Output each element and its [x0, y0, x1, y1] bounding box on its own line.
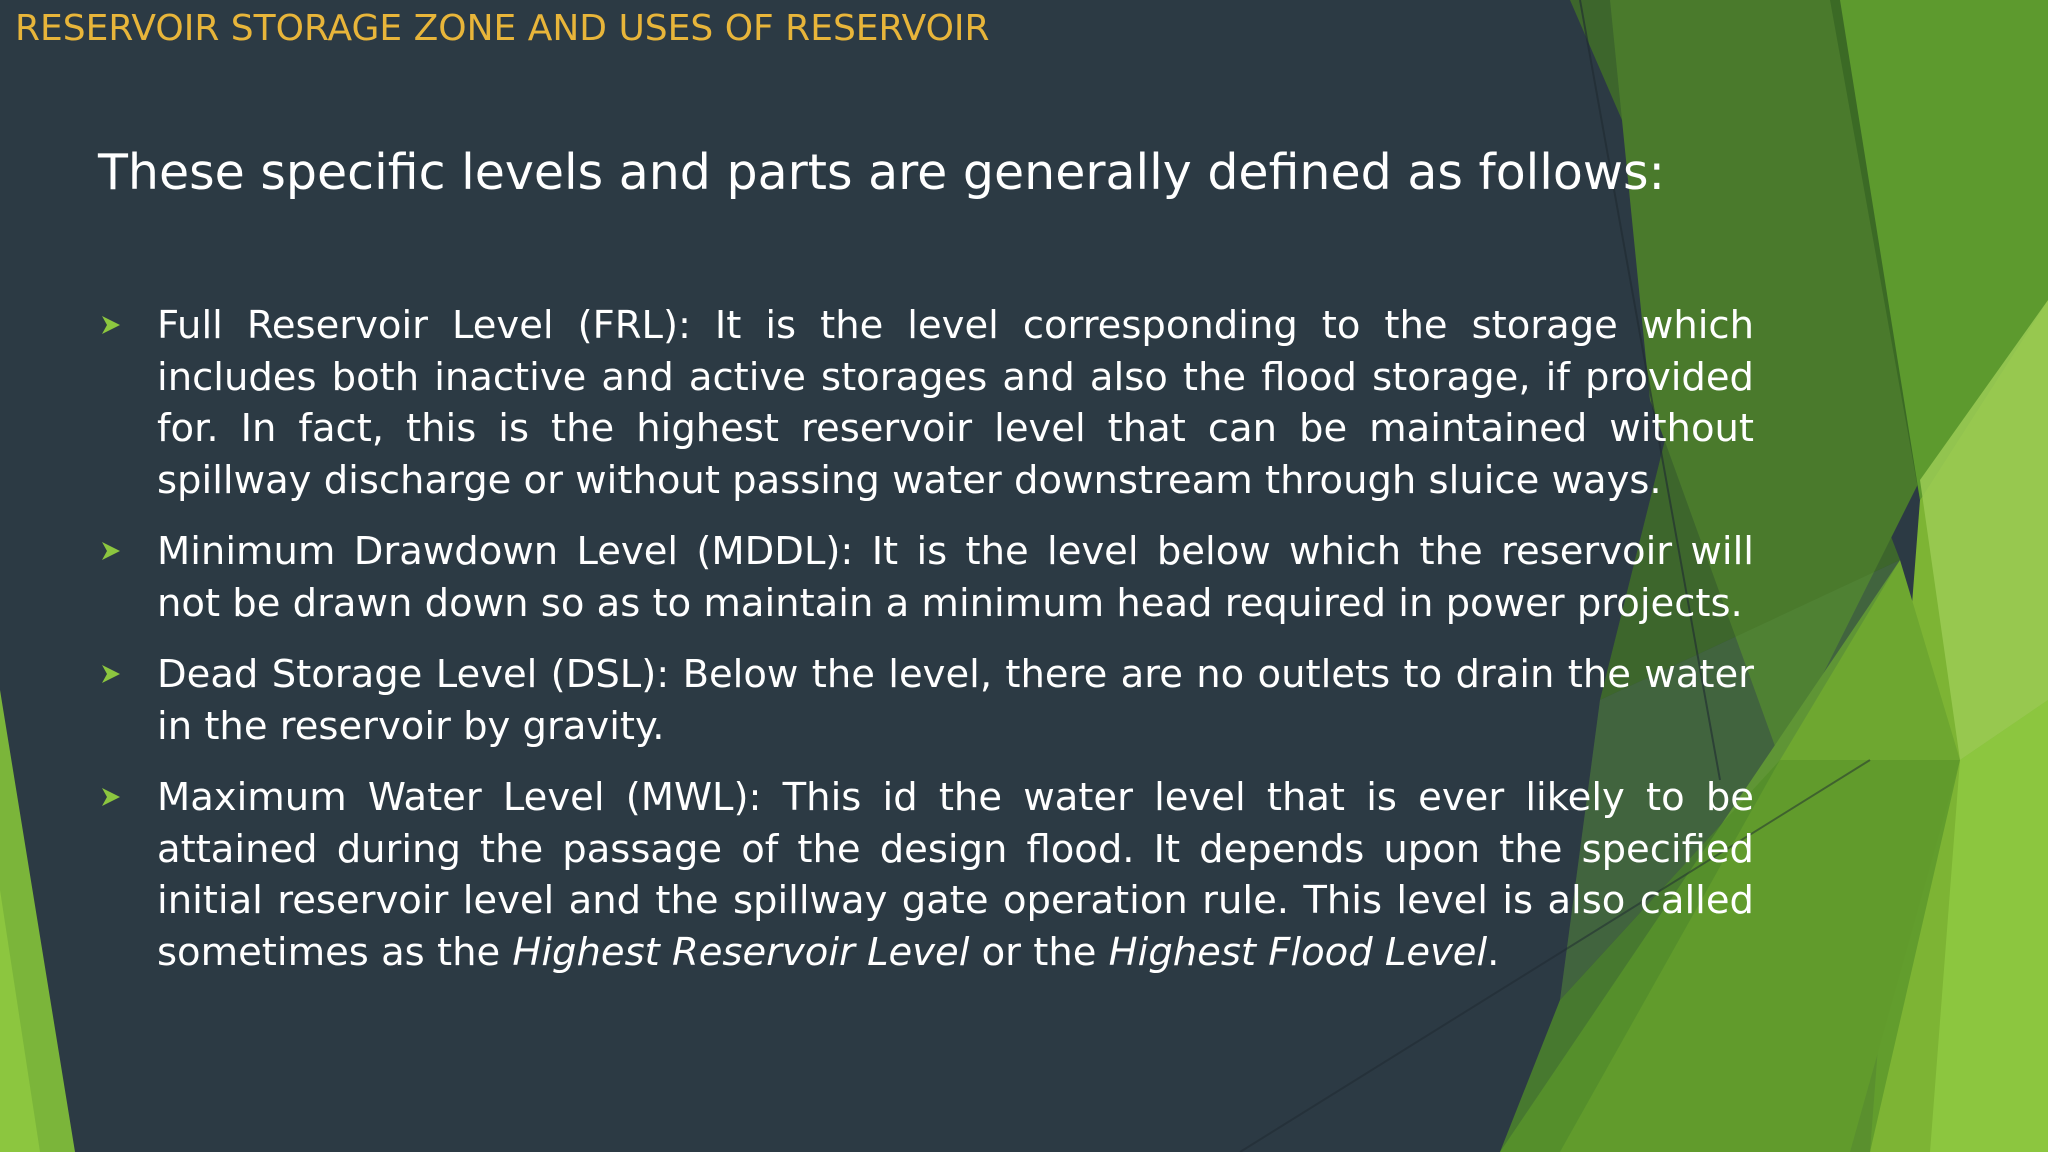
- arrowhead-bullet-icon: [100, 663, 122, 685]
- bullet-text-segment: Maximum Water Level (MWL): This id the water level that is ever likely to be attained during the passage of the design flood. It depends upon the specified initial reservoir level and the spillway gate operation rule. This level is also called sometimes as the: [157, 775, 1754, 975]
- italic-term-highest-flood-level: Highest Flood Level: [1108, 929, 1488, 975]
- bullet-text-segment: or the: [969, 929, 1109, 975]
- bullet-item-dsl: [100, 649, 1754, 752]
- arrowhead-bullet-icon: [100, 314, 122, 336]
- bullet-item-frl: [100, 300, 1754, 506]
- slide-header-title: RESERVOIR STORAGE ZONE AND USES OF RESERVOIR: [15, 8, 990, 49]
- bullet-list: [100, 300, 1754, 998]
- arrowhead-bullet-icon: [100, 786, 122, 808]
- bullet-item-mddl: [100, 526, 1754, 629]
- bullet-text: Minimum Drawdown Level (MDDL): It is the level below which the reservoir will not be drawn down so as to maintain a minimum head required in power projects.: [157, 529, 1754, 626]
- bullet-text-segment: .: [1487, 929, 1500, 975]
- slide-heading: These specific levels and parts are generally defined as follows:: [98, 144, 1665, 201]
- bullet-text: Full Reservoir Level (FRL): It is the level corresponding to the storage which includes both inactive and active storages and also the flood storage, if provided for. In fact, this is the highest reservoir level that can be maintained without spillway discharge or without passing water downstream through sluice ways.: [157, 303, 1754, 503]
- italic-term-highest-reservoir-level: Highest Reservoir Level: [512, 929, 970, 975]
- bullet-item-mwl: [100, 772, 1754, 978]
- bullet-text: Dead Storage Level (DSL): Below the level, there are no outlets to drain the water in the reservoir by gravity.: [157, 652, 1754, 749]
- bullet-text: [157, 775, 1754, 975]
- arrowhead-bullet-icon: [100, 540, 122, 562]
